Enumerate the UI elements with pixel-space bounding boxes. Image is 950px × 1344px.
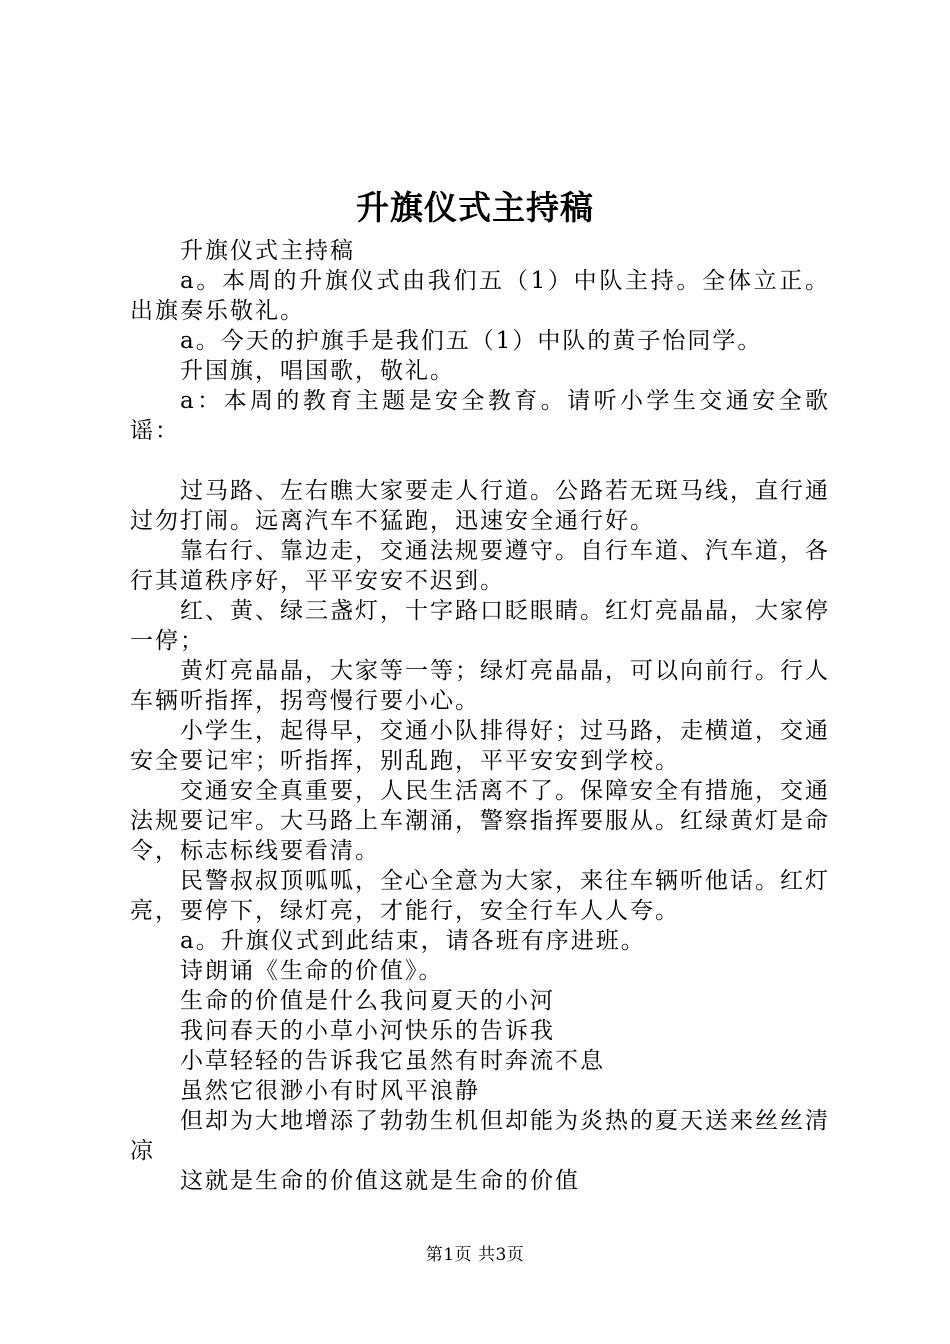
poem-line-1: 生命的价值是什么我问夏天的小河 <box>180 988 555 1014</box>
poem-line-4: 虽然它很渺小有时风平浪静 <box>180 1078 480 1104</box>
paragraph-8: 红、黄、绿三盏灯，十字路口眨眼睛。红灯亮晶晶，大家停一停； <box>130 598 830 654</box>
document-title: 升旗仪式主持稿 <box>356 188 594 227</box>
paragraph-6: 过马路、左右瞧大家要走人行道。公路若无斑马线，直行通过勿打闹。远离汽车不猛跑，迅速安全通行好。 <box>130 478 830 534</box>
paragraph-5: a：本周的教育主题是安全教育。请听小学生交通安全歌谣： <box>130 388 830 444</box>
paragraph-2: a。本周的升旗仪式由我们五（1）中队主持。全体立正。出旗奏乐敬礼。 <box>130 268 830 324</box>
paragraph-10: 小学生，起得早，交通小队排得好；过马路，走横道，交通安全要记牢；听指挥，别乱跑，平平安安到学校。 <box>130 718 830 774</box>
paragraph-12: 民警叔叔顶呱呱，全心全意为大家，来往车辆听他话。红灯亮，要停下，绿灯亮，才能行，安全行车人人夸。 <box>130 868 830 924</box>
page-number: 第1页 共3页 <box>425 1245 525 1265</box>
paragraph-7: 靠右行、靠边走，交通法规要遵守。自行车道、汽车道，各行其道秩序好，平平安安不迟到。 <box>130 538 830 594</box>
paragraph-1: 升旗仪式主持稿 <box>180 238 355 264</box>
poem-line-6: 这就是生命的价值这就是生命的价值 <box>180 1168 580 1194</box>
paragraph-9: 黄灯亮晶晶，大家等一等；绿灯亮晶晶，可以向前行。行人车辆听指挥，拐弯慢行要小心。 <box>130 658 830 714</box>
paragraph-3: a。今天的护旗手是我们五（1）中队的黄子怡同学。 <box>180 328 763 354</box>
paragraph-4: 升国旗，唱国歌，敬礼。 <box>180 358 455 384</box>
poem-line-2: 我问春天的小草小河快乐的告诉我 <box>180 1018 555 1044</box>
poem-line-5: 但却为大地增添了勃勃生机但却能为炎热的夏天送来丝丝清凉 <box>130 1108 830 1164</box>
blank-line <box>130 446 830 476</box>
poem-line-3: 小草轻轻的告诉我它虽然有时奔流不息 <box>180 1048 605 1074</box>
paragraph-14: 诗朗诵《生命的价值》。 <box>180 958 444 984</box>
paragraph-11: 交通安全真重要，人民生活离不了。保障安全有措施，交通法规要记牢。大马路上车潮涌，警察指挥要服从。红绿黄灯是命令，标志标线要看清。 <box>130 778 830 864</box>
document-body <box>130 236 830 1196</box>
paragraph-13: a。升旗仪式到此结束，请各班有序进班。 <box>180 928 646 954</box>
